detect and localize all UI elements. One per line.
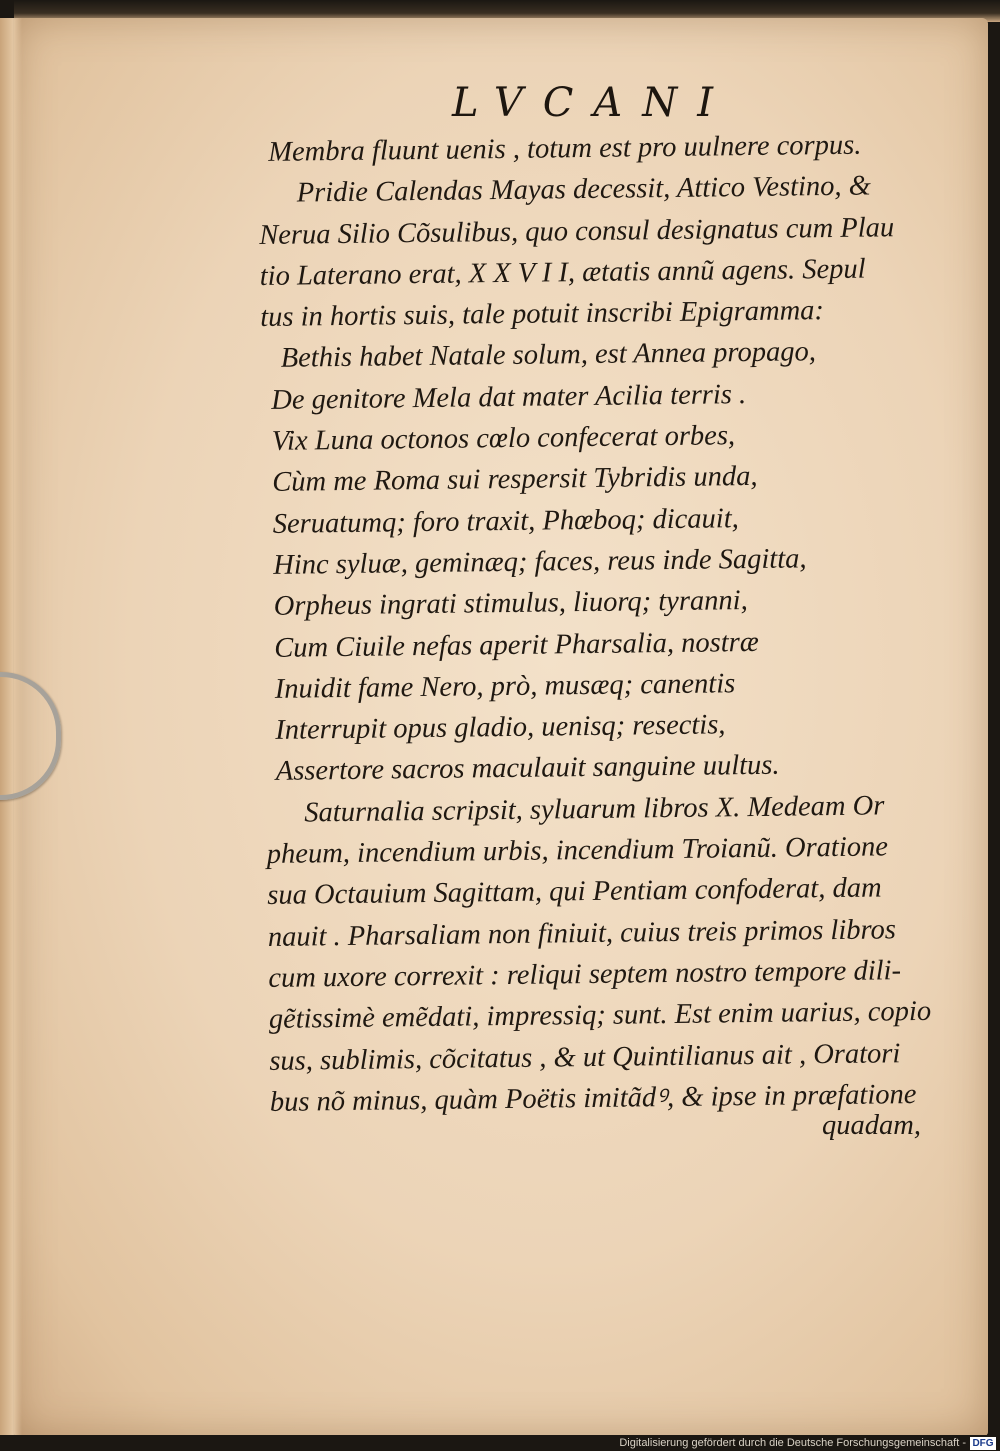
- text-line: sua Octauium Sagittam, qui Pentiam confoderat, dam: [267, 872, 882, 912]
- text-line: Saturnalia scripsit, syluarum libros X. Medeam Or: [304, 790, 885, 829]
- text-line: Bethis habet Natale solum, est Annea propago,: [280, 336, 817, 375]
- text-line: Hinc syluæ, geminæq; faces, reus inde Sagitta,: [273, 543, 807, 581]
- text-line: Orpheus ingrati stimulus, liuorq; tyranni,: [273, 585, 748, 623]
- text-line: Cùm me Roma sui respersit Tybridis unda,: [272, 461, 758, 499]
- text-line: Inuidit fame Nero, prò, musæq; canentis: [274, 668, 736, 705]
- funding-credit: Digitalisierung gefördert durch die Deutsche Forschungsgemeinschaft -: [619, 1437, 966, 1449]
- text-line: nauit . Pharsaliam non finiuit, cuius treis primos libros: [267, 913, 897, 953]
- text-line: bus nõ minus, quàm Poëtis imitãdꝰ, & ipse in præfatione: [269, 1078, 917, 1118]
- footer-bar: [0, 1435, 1000, 1451]
- text-line: cum uxore correxit : reliqui septem nostro tempore dili-: [268, 955, 902, 994]
- text-line: sus, sublimis, cõcitatus , & ut Quintilianus ait , Oratori: [269, 1037, 901, 1077]
- text-line: Seruatumq; foro traxit, Phœboq; dicauit,: [272, 502, 739, 540]
- text-line: Cum Ciuile nefas aperit Pharsalia, nostræ: [274, 626, 759, 664]
- text-line: Pridie Calendas Mayas decessit, Attico Vestino, &: [296, 170, 872, 209]
- dfg-logo-icon: DFG: [970, 1437, 996, 1450]
- running-title: LVCANI: [452, 80, 733, 126]
- text-line: pheum, incendium urbis, incendium Troianũ. Oratione: [266, 831, 889, 870]
- catchword: quadam,: [822, 1110, 921, 1141]
- body-text: [258, 123, 970, 1123]
- text-line: Membra fluunt uenis , totum est pro uulnere corpus.: [268, 129, 862, 168]
- text-line: Nerua Silio Cõsulibus, quo consul designatus cum Plau: [259, 211, 895, 251]
- text-line: tio Laterano erat, X X V I I, ætatis annũ agens. Sepul: [259, 253, 866, 292]
- text-line: gẽtissimè emẽdati, impressiq; sunt. Est enim uarius, copio: [268, 996, 932, 1036]
- text-line: tus in hortis suis, tale potuit inscribi Epigramma:: [260, 295, 825, 334]
- text-line: Assertore sacros maculauit sanguine uultus.: [275, 750, 780, 788]
- text-line: De genitore Mela dat mater Acilia terris .: [271, 378, 747, 416]
- text-line: Interrupit opus gladio, uenisq; resectis,: [275, 709, 726, 746]
- text-line: Vix Luna octonos cœlo confecerat orbes,: [271, 420, 736, 457]
